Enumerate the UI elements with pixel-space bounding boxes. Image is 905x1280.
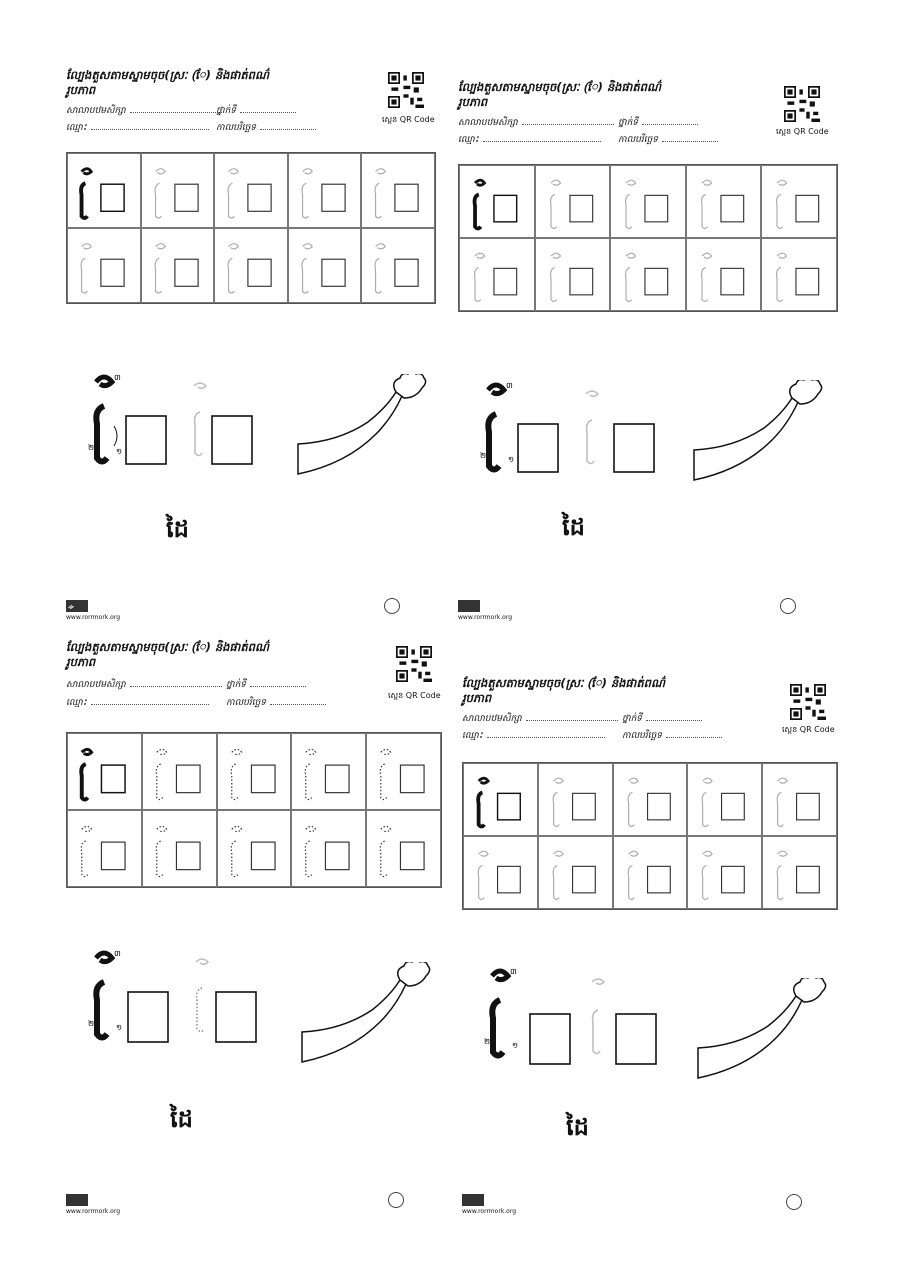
tracing-cell[interactable]: [761, 238, 837, 311]
qr-code-icon: [388, 72, 424, 108]
svg-text:ᨀ: ᨀ: [68, 602, 75, 611]
tracing-cell[interactable]: [610, 165, 686, 238]
stroke-number-2: ២: [480, 451, 487, 460]
name-field[interactable]: [66, 696, 209, 710]
tracing-cell[interactable]: [217, 733, 292, 810]
school-label: សាលាបឋមសិក្សា: [462, 714, 522, 724]
tracing-cell[interactable]: [538, 836, 613, 909]
tracing-cell[interactable]: [761, 165, 837, 238]
worksheet-title: ល្បែងតួសតាមស្នាមចុច(ស្រៈ (ែ) និងផាត់ពណ៌រូបភាព: [66, 640, 270, 669]
qr-code-icon: [784, 86, 820, 122]
grade-field[interactable]: [226, 678, 306, 692]
school-field[interactable]: [462, 712, 618, 726]
date-field[interactable]: [622, 729, 722, 743]
tracing-cell-model: [459, 165, 535, 238]
raised-arm-illustration: [298, 962, 438, 1072]
example-word: ដៃ: [166, 515, 189, 543]
stroke-number-1: ១: [512, 1041, 519, 1050]
grade-label: ថ្នាក់ទី: [216, 106, 236, 116]
tracing-cell-model: [67, 153, 141, 228]
tracing-cell[interactable]: [610, 238, 686, 311]
tracing-cell[interactable]: [535, 165, 611, 238]
worksheet-title: ល្បែងតួសតាមស្នាមចុច(ស្រៈ (ែ) និងផាត់ពណ៌រូបភាព: [462, 676, 666, 705]
tracing-cell-model: [463, 763, 538, 836]
stroke-number-1: ១: [508, 455, 515, 464]
organization-logo: [458, 600, 480, 612]
tracing-cell[interactable]: [686, 165, 762, 238]
tracing-grid: [458, 164, 838, 312]
tracing-cell[interactable]: [142, 810, 217, 887]
tracing-cell[interactable]: [613, 836, 688, 909]
stroke-number-2: ២: [88, 443, 95, 452]
partner-seal-icon: [384, 598, 400, 614]
name-label: ឈ្មោះ: [66, 123, 87, 133]
tracing-grid: [66, 732, 442, 888]
organization-logo: [66, 1194, 88, 1206]
organization-logo: [462, 1194, 484, 1206]
tracing-cell[interactable]: [686, 238, 762, 311]
school-label: សាលាបឋមសិក្សា: [66, 680, 126, 690]
stroke-order-demo: [84, 364, 264, 474]
tracing-cell[interactable]: [361, 228, 435, 303]
tracing-grid: [66, 152, 436, 304]
tracing-cell[interactable]: [762, 836, 837, 909]
partner-seal-icon: [786, 1194, 802, 1210]
tracing-cell[interactable]: [687, 763, 762, 836]
tracing-cell[interactable]: [288, 153, 362, 228]
tracing-cell[interactable]: [762, 763, 837, 836]
tracing-cell[interactable]: [217, 810, 292, 887]
worksheet-3: [66, 640, 506, 1240]
grade-field[interactable]: [622, 712, 702, 726]
tracing-cell[interactable]: [613, 763, 688, 836]
name-label: ឈ្មោះ: [462, 731, 483, 741]
school-field[interactable]: [66, 104, 222, 118]
example-word: ដៃ: [566, 1113, 589, 1141]
tracing-cell[interactable]: [687, 836, 762, 909]
date-label: កាលបរិច្ឆេទ: [622, 731, 662, 741]
tracing-cell[interactable]: [538, 763, 613, 836]
grade-label: ថ្នាក់ទី: [622, 714, 642, 724]
org-url[interactable]: www.rorrmork.org: [66, 614, 121, 621]
qr-scan-label: ស្កេន QR Code: [388, 691, 441, 700]
tracing-cell[interactable]: [141, 153, 215, 228]
date-field[interactable]: [226, 696, 326, 710]
name-label: ឈ្មោះ: [66, 698, 87, 708]
raised-arm-illustration: [294, 374, 434, 484]
tracing-cell[interactable]: [535, 238, 611, 311]
stroke-order-demo: [476, 372, 656, 482]
school-label: សាលាបឋមសិក្សា: [458, 118, 518, 128]
grade-label: ថ្នាក់ទី: [226, 680, 246, 690]
tracing-cell[interactable]: [214, 153, 288, 228]
date-label: កាលបរិច្ឆេទ: [618, 135, 658, 145]
worksheet-2: [458, 80, 898, 680]
qr-scan-label: ស្កេន QR Code: [382, 115, 435, 124]
tracing-cell[interactable]: [291, 733, 366, 810]
tracing-cell[interactable]: [291, 810, 366, 887]
name-label: ឈ្មោះ: [458, 135, 479, 145]
grade-field[interactable]: [618, 116, 698, 130]
name-field[interactable]: [66, 121, 209, 135]
tracing-cell[interactable]: [214, 228, 288, 303]
worksheet-1: [66, 68, 506, 668]
school-field[interactable]: [66, 678, 222, 692]
name-field[interactable]: [458, 133, 601, 147]
name-field[interactable]: [462, 729, 605, 743]
org-url[interactable]: www.rorrmork.org: [66, 1208, 121, 1215]
school-field[interactable]: [458, 116, 614, 130]
worksheet-title: ល្បែងតួសតាមស្នាមចុច(ស្រៈ (ែ) និងផាត់ពណ៌រូបភាព: [458, 80, 662, 109]
partner-seal-icon: [780, 598, 796, 614]
stroke-number-1: ១: [116, 447, 123, 456]
tracing-cell[interactable]: [67, 228, 141, 303]
tracing-cell-model: [67, 733, 142, 810]
example-word: ដៃ: [170, 1105, 193, 1133]
date-field[interactable]: [618, 133, 718, 147]
qr-scan-label: ស្កេន QR Code: [776, 127, 829, 136]
qr-code-icon: [790, 684, 826, 720]
stroke-number-2: ២: [88, 1019, 95, 1028]
stroke-number-1: ១: [116, 1023, 123, 1032]
stroke-number-3: ៣: [506, 381, 513, 390]
date-label: កាលបរិច្ឆេទ: [226, 698, 266, 708]
tracing-cell[interactable]: [141, 228, 215, 303]
qr-scan-label: ស្កេន QR Code: [782, 725, 835, 734]
stroke-number-3: ៣: [114, 949, 121, 958]
tracing-cell[interactable]: [67, 810, 142, 887]
date-label: កាលបរិច្ឆេទ: [216, 123, 256, 133]
qr-code-icon: [396, 646, 432, 682]
org-url[interactable]: www.rorrmork.org: [462, 1208, 517, 1215]
tracing-cell[interactable]: [463, 836, 538, 909]
tracing-cell[interactable]: [366, 810, 441, 887]
stroke-number-3: ៣: [510, 967, 517, 976]
stroke-number-2: ២: [484, 1037, 491, 1046]
organization-logo: [66, 600, 88, 612]
partner-seal-icon: [388, 1192, 404, 1208]
stroke-order-demo: [84, 940, 284, 1050]
tracing-cell[interactable]: [361, 153, 435, 228]
stroke-order-demo: [480, 958, 680, 1068]
stroke-number-3: ៣: [114, 373, 121, 382]
grade-label: ថ្នាក់ទី: [618, 118, 638, 128]
tracing-cell[interactable]: [142, 733, 217, 810]
worksheet-4: [462, 676, 902, 1276]
example-word: ដៃ: [562, 513, 585, 541]
worksheet-title: ល្បែងតួសតាមស្នាមចុច(ស្រៈ (ែ) និងផាត់ពណ៌រូបភាព: [66, 68, 270, 97]
raised-arm-illustration: [694, 978, 834, 1088]
tracing-cell[interactable]: [459, 238, 535, 311]
raised-arm-illustration: [690, 380, 830, 490]
tracing-cell[interactable]: [366, 733, 441, 810]
grade-field[interactable]: [216, 104, 296, 118]
school-label: សាលាបឋមសិក្សា: [66, 106, 126, 116]
org-url[interactable]: www.rorrmork.org: [458, 614, 513, 621]
tracing-grid: [462, 762, 838, 910]
tracing-cell[interactable]: [288, 228, 362, 303]
date-field[interactable]: [216, 121, 316, 135]
